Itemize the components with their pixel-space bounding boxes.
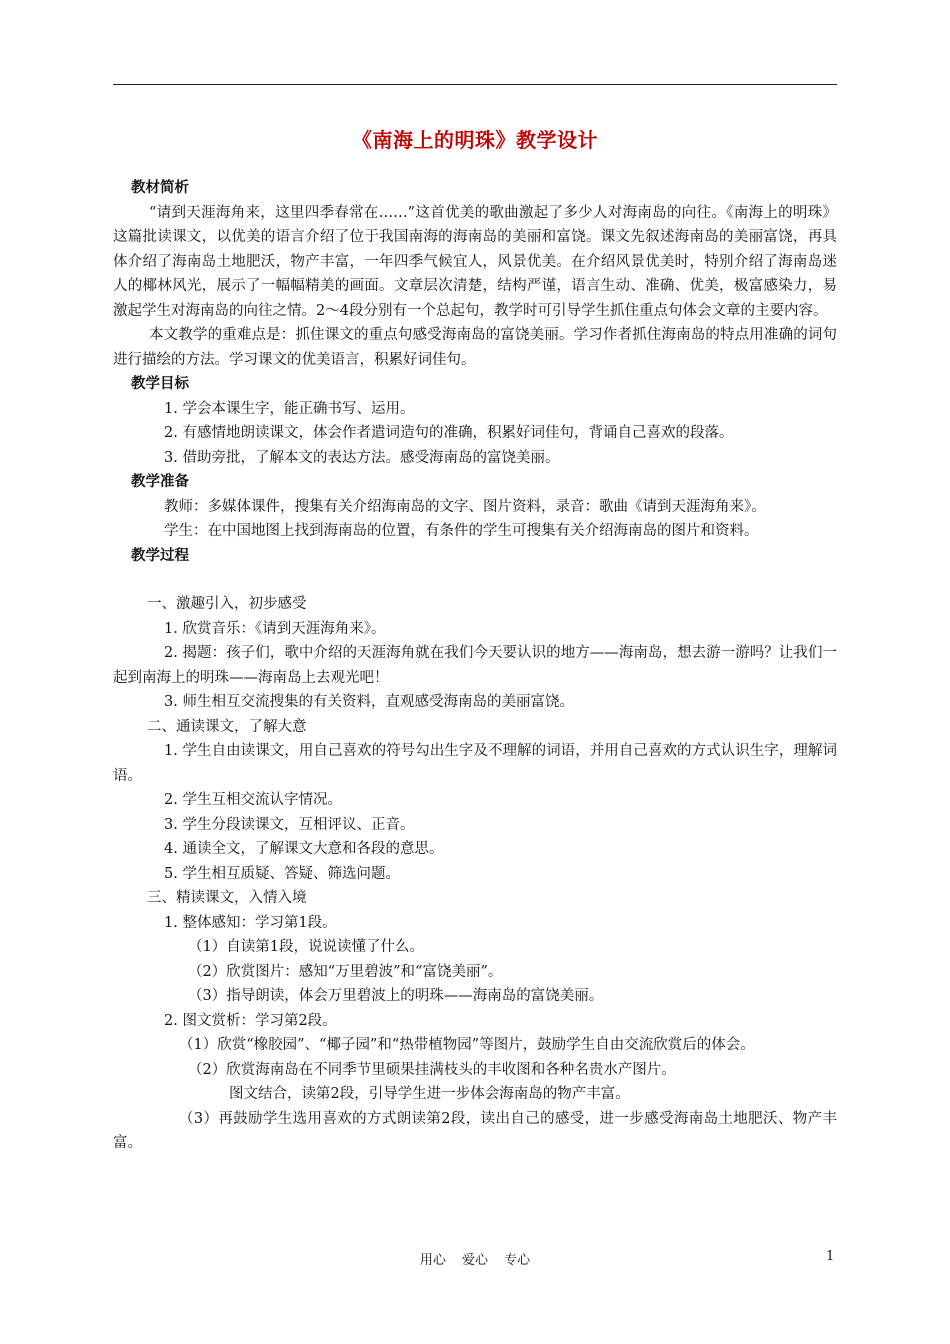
process-subitem: （3）指导朗读，体会万里碧波上的明珠——海南岛的富饶美丽。 (188, 988, 604, 1004)
goal-item: 1. 学会本课生字，能正确书写、运用。 (164, 400, 415, 417)
process-item: 3. 师生相互交流搜集的有关资料，直观感受海南岛的美丽富饶。 (164, 694, 574, 710)
section-heading-goals: 教学目标 (131, 376, 189, 392)
process-step: 一、激趣引入，初步感受 (147, 596, 307, 612)
process-item: 2. 学生互相交流认字情况。 (164, 792, 342, 808)
process-step: 二、通读课文，了解大意 (147, 718, 307, 735)
process-item: 2. 揭题：孩子们，歌中介绍的天涯海角就在我们今天要认识的地方——海南岛，想去游一游吗？让我们一起到南海上的明珠——海南岛上去观光吧！ (113, 645, 837, 686)
goal-item: 3. 借助旁批，了解本文的表达方法。感受海南岛的富饶美丽。 (164, 449, 560, 466)
paragraph: “请到天涯海角来，这里四季春常在……”这首优美的歌曲激起了多少人对海南岛的向往。《南海上的明珠》这篇批读课文，以优美的语言介绍了位于我国南海的海南岛的美丽和富饶。课文先叙述海南岛的美丽富饶，再具体介绍了海南岛土地肥沃，物产丰富，一年四季气候宜人，风景优美。在介绍风景优美时，特别介绍了海南岛迷人的椰林风光，展示了一幅幅精美的画面。文章层次清楚，结构严谨，语言生动、准确、优美，极富感染力，易激起学生对海南岛的向往之情。2～4段分别有一个总起句，教学时可引导学生抓住重点句体会文章的主要内容。 (113, 204, 837, 319)
process-item: 5. 学生相互质疑、答疑、筛选问题。 (164, 865, 400, 882)
process-subitem: （1）欣赏“橡胶园”、“椰子园”和“热带植物园”等图片，鼓励学生自由交流欣赏后的体会。 (179, 1037, 755, 1053)
process-item: 2. 图文赏析：学习第2段。 (164, 1012, 337, 1029)
process-subitem: （1）自读第1段，说说读懂了什么。 (188, 939, 424, 955)
process-subitem: （3）再鼓励学生选用喜欢的方式朗读第2段，读出自己的感受，进一步感受海南岛土地肥沃、物产丰富。 (113, 1110, 837, 1151)
process-item: 4. 通读全文，了解课文大意和各段的意思。 (164, 841, 444, 857)
goal-item: 2. 有感情地朗读课文，体会作者遣词造句的准确，积累好词佳句，背诵自己喜欢的段落。 (164, 425, 734, 441)
process-subitem: （2）欣赏海南岛在不同季节里硕果挂满枝头的丰收图和各种名贵水产图片。 (188, 1061, 676, 1078)
page-number: 1 (826, 1249, 835, 1264)
section-heading-analysis: 教材简析 (131, 180, 189, 196)
process-item: 1. 欣赏音乐：《请到天涯海角来》。 (164, 620, 386, 637)
process-subitem: 图文结合，读第2段，引导学生进一步体会海南岛的物产丰富。 (229, 1086, 630, 1102)
process-subitem: （2）欣赏图片：感知“万里碧波”和“富饶美丽”。 (188, 963, 503, 980)
paragraph: 本文教学的重难点是：抓住课文的重点句感受海南岛的富饶美丽。学习作者抓住海南岛的特点用准确的词句进行描绘的方法。学习课文的优美语言，积累好词佳句。 (113, 327, 837, 368)
process-item: 1. 学生自由读课文，用自己喜欢的符号勾出生字及不理解的词语，并用自己喜欢的方式认识生字，理解词语。 (113, 743, 837, 784)
document-body (113, 176, 837, 1156)
process-step: 三、精读课文，入情入境 (147, 890, 307, 906)
process-item: 1. 整体感知：学习第1段。 (164, 914, 337, 931)
section-heading-process: 教学过程 (131, 547, 189, 564)
prep-teacher: 教师：多媒体课件，搜集有关介绍海南岛的文字、图片资料，录音：歌曲《请到天涯海角来》。 (164, 498, 766, 515)
document-title: 《南海上的明珠》教学设计 (352, 128, 598, 152)
footer-motto: 用心 爱心 专心 (419, 1253, 531, 1268)
header-rule (113, 84, 837, 85)
prep-student: 学生：在中国地图上找到海南岛的位置，有条件的学生可搜集有关介绍海南岛的图片和资料。 (164, 523, 759, 539)
section-heading-prep: 教学准备 (131, 474, 189, 490)
process-item: 3. 学生分段读课文，互相评议、正音。 (164, 816, 415, 833)
